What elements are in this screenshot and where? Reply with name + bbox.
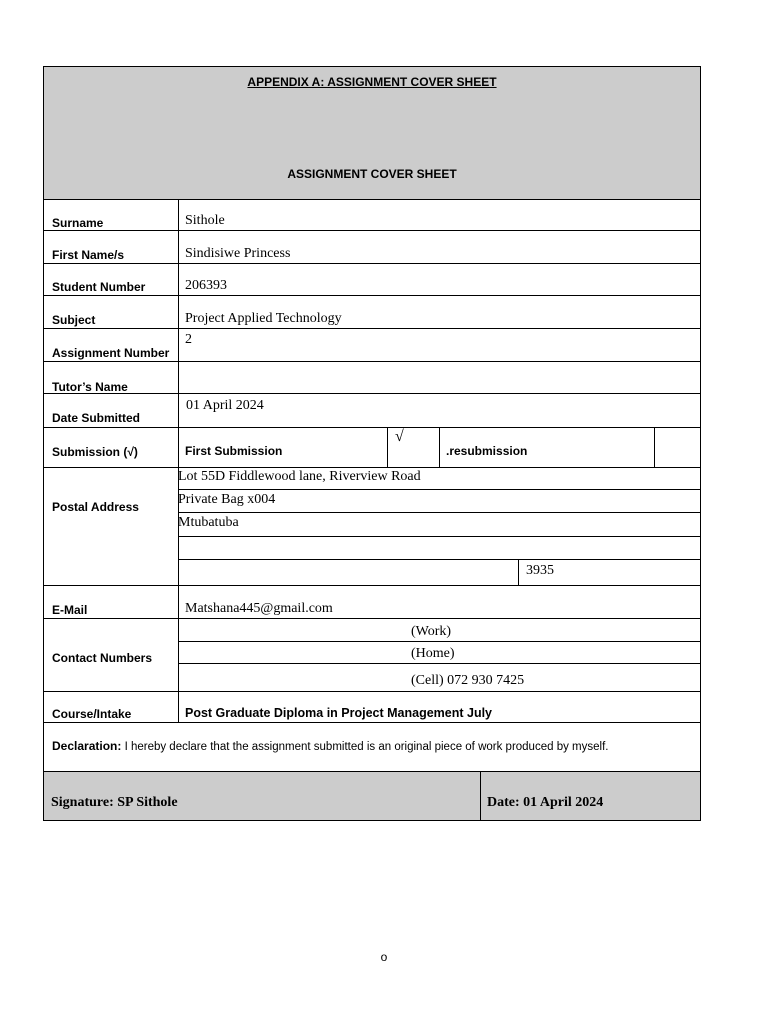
resubmission-label: .resubmission [446, 444, 528, 458]
cover-sheet-table [43, 66, 701, 821]
row-divider [44, 618, 700, 619]
postal-code-divider [518, 559, 519, 585]
row-divider [44, 722, 700, 723]
signature-date: Date: 01 April 2024 [487, 795, 604, 810]
declaration-label: Declaration: [52, 739, 122, 753]
postal-address-line-1[interactable]: Lot 55D Fiddlewood lane, Riverview Road [178, 469, 421, 484]
sheet-title: ASSIGNMENT COVER SHEET [287, 167, 457, 181]
date-submitted-label: Date Submitted [52, 411, 141, 425]
email-label: E-Mail [52, 603, 88, 617]
signature-divider [480, 772, 481, 820]
row-divider [44, 427, 700, 428]
postal-code-value[interactable]: 3935 [526, 563, 554, 578]
first-names-label: First Name/s [52, 248, 125, 262]
contact-line-divider [178, 641, 700, 642]
declaration-text: I hereby declare that the assignment submitted is an original piece of work produced by myself. [124, 741, 609, 753]
course-intake-value[interactable]: Post Graduate Diploma in Project Management July [185, 706, 493, 720]
row-divider [44, 691, 700, 692]
row-divider [44, 263, 700, 264]
date-submitted-value[interactable]: 01 April 2024 [186, 398, 264, 413]
first-names-value[interactable]: Sindisiwe Princess [185, 246, 291, 261]
surname-label: Surname [52, 216, 104, 230]
row-divider [44, 361, 700, 362]
row-divider [44, 328, 700, 329]
appendix-title: APPENDIX A: ASSIGNMENT COVER SHEET [247, 75, 497, 89]
contact-numbers-label: Contact Numbers [52, 651, 153, 665]
postal-address-line-3[interactable]: Mtubatuba [178, 515, 239, 530]
declaration [52, 739, 608, 753]
work-phone-value[interactable]: (Work) [411, 624, 452, 639]
row-divider [44, 295, 700, 296]
submission-divider [654, 427, 655, 467]
row-divider [44, 585, 700, 586]
postal-address-line-2[interactable]: Private Bag x004 [178, 492, 276, 507]
label-column-divider [178, 199, 179, 723]
course-intake-label: Course/Intake [52, 707, 132, 721]
email-value[interactable]: Matshana445@gmail.com [185, 601, 333, 616]
submission-label: Submission (√) [52, 445, 138, 459]
page-number: o [380, 950, 388, 964]
sheet-header [44, 67, 700, 200]
student-number-value[interactable]: 206393 [185, 278, 227, 293]
assignment-number-value[interactable]: 2 [185, 332, 192, 347]
tutor-name-label: Tutor’s Name [52, 380, 128, 394]
address-line-divider [178, 559, 700, 560]
address-line-divider [178, 489, 700, 490]
submission-divider [387, 427, 388, 467]
row-divider [44, 467, 700, 468]
first-submission-check[interactable]: √ [395, 428, 404, 445]
home-phone-value[interactable]: (Home) [411, 646, 455, 661]
address-line-divider [178, 512, 700, 513]
submission-divider [439, 427, 440, 467]
row-divider [44, 230, 700, 231]
address-line-divider [178, 536, 700, 537]
postal-address-label: Postal Address [52, 500, 139, 514]
first-submission-label: First Submission [185, 444, 283, 458]
assignment-number-label: Assignment Number [52, 346, 170, 360]
subject-label: Subject [52, 313, 96, 327]
student-number-label: Student Number [52, 280, 146, 294]
row-divider [44, 393, 700, 394]
signature-text: Signature: SP Sithole [51, 795, 178, 810]
contact-line-divider [178, 663, 700, 664]
cell-phone-value[interactable]: (Cell) 072 930 7425 [411, 673, 525, 688]
subject-value[interactable]: Project Applied Technology [185, 311, 342, 326]
surname-value[interactable]: Sithole [185, 213, 225, 228]
